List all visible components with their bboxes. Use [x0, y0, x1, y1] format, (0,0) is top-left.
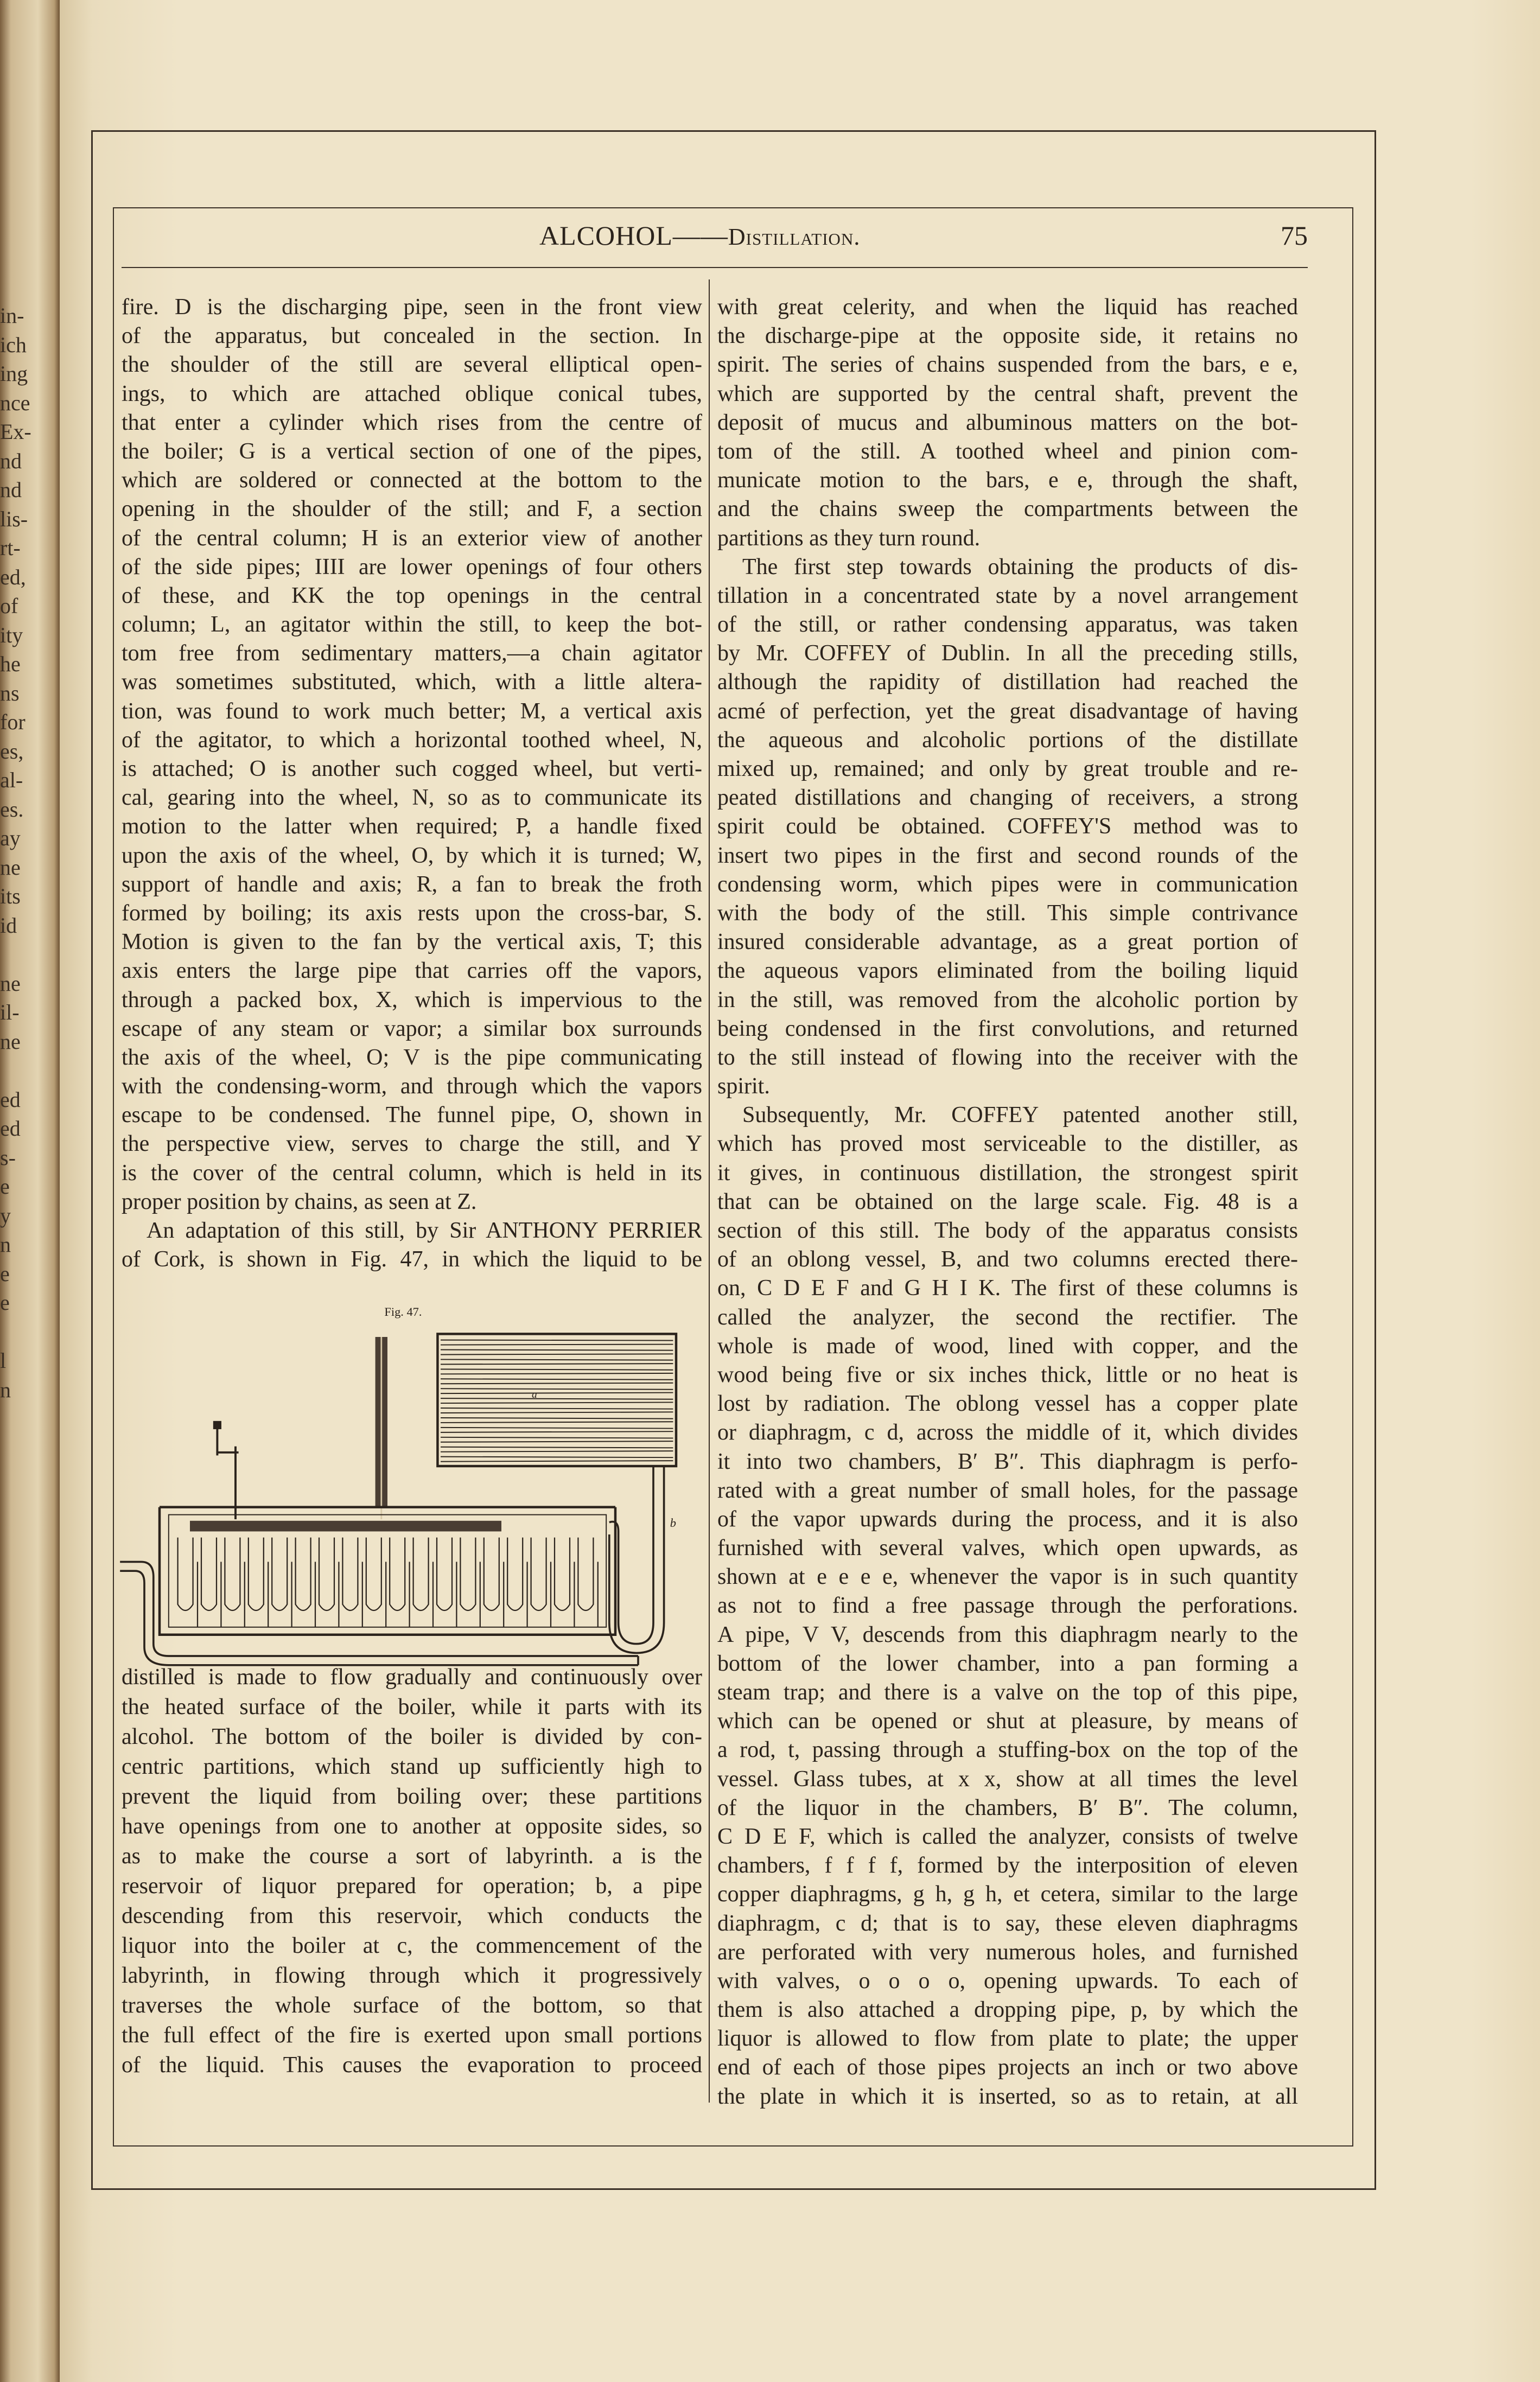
text-line: escape to be condensed. The funnel pipe, O, shown in [122, 1103, 702, 1128]
text-line: furnished with several valves, which open upwards, as [717, 1536, 1298, 1561]
previous-page-fragment: es. [0, 797, 24, 821]
previous-page-fragment: ed, [0, 564, 26, 589]
previous-page-fragment: ns [0, 680, 20, 705]
text-line: it gives, in continuous distillation, the strongest spirit [717, 1160, 1298, 1186]
paragraph [717, 553, 1298, 1101]
text-line: on, C D E F and G H I K. The first of these columns is [717, 1276, 1298, 1301]
page-number: 75 [1281, 220, 1308, 251]
text-line: rated with a great number of small holes, for the passage [717, 1477, 1298, 1503]
text-line: the perspective view, serves to charge the still, and Y [122, 1131, 702, 1157]
paragraph [717, 293, 1298, 553]
text-line: the heated surface of the boiler, while it parts with its [122, 1695, 702, 1719]
previous-page-fragment: ich [0, 332, 27, 357]
text-line: descending from this reservoir, which conducts the [122, 1903, 702, 1928]
text-line: of the still, or rather condensing apparatus, was taken [717, 612, 1298, 638]
text-line: motion to the latter when required; P, a handle fixed [122, 814, 702, 839]
text-line: a rod, t, passing through a stuffing-box on the top of the [717, 1737, 1298, 1763]
previous-page-fragment: for [0, 710, 26, 734]
previous-page-fragment: ed [0, 1087, 21, 1112]
text-line: the aqueous vapors eliminated from the boiling liquid [717, 958, 1298, 984]
text-line: which can be opened or shut at pleasure, by means of [717, 1709, 1298, 1734]
previous-page-fragment: of [0, 594, 18, 618]
header-separator: —— [672, 220, 728, 251]
text-line: acmé of perfection, yet the great disadvantage of having [717, 698, 1298, 724]
text-line: although the rapidity of distillation had reached the [717, 670, 1298, 695]
previous-page-fragment: l [0, 1348, 7, 1373]
text-line: shown at e e e e, whenever the vapor is in such quantity [717, 1564, 1298, 1590]
text-line: traverses the whole surface of the bottom, so that [122, 1993, 702, 2018]
text-line: them is also attached a dropping pipe, p, by which the [717, 1997, 1298, 2023]
text-line: proper position by chains, as seen at Z. [122, 1189, 477, 1214]
text-line: which has proved most serviceable to the distiller, as [717, 1131, 1298, 1157]
text-line: reservoir of liquor prepared for operation; b, a pipe [122, 1874, 702, 1899]
header-rule [122, 267, 1308, 268]
text-line: alcohol. The bottom of the boiler is divided by con- [122, 1724, 702, 1749]
running-header [122, 220, 1308, 258]
previous-page-fragment: nd [0, 448, 22, 473]
text-line: An adaptation of this still, by Sir ANTHONY PERRIER [147, 1218, 702, 1243]
text-line: peated distillations and changing of receivers, a strong [717, 785, 1298, 811]
text-line: the aqueous and alcoholic portions of the distillate [717, 727, 1298, 753]
text-line: escape of any steam or vapor; a similar box surrounds [122, 1016, 702, 1041]
previous-page-fragment: e [0, 1174, 10, 1199]
text-line: diaphragm, c d; that is to say, these eleven diaphragms [717, 1910, 1298, 1936]
text-line: and the chains sweep the compartments between the [717, 496, 1298, 522]
text-line: called the analyzer, the second the rectifier. The [717, 1304, 1298, 1330]
previous-page-fragment [0, 1317, 34, 1347]
label-b: b [670, 1516, 677, 1530]
previous-page-fragment: ing [0, 361, 28, 386]
previous-page-fragment: s- [0, 1145, 16, 1170]
text-line: Subsequently, Mr. COFFEY patented another still, [742, 1103, 1298, 1128]
previous-page-fragment: Ex- [0, 419, 31, 444]
previous-page-fragment: in- [0, 303, 24, 328]
text-line: with the body of the still. This simple contrivance [717, 900, 1298, 926]
text-line: mixed up, remained; and only by great trouble and re- [717, 756, 1298, 781]
text-line: of the central column; H is an exterior view of another [122, 525, 702, 551]
text-line: labyrinth, in flowing through which it progressively [122, 1963, 702, 1988]
text-line: which are soldered or connected at the bottom to the [122, 468, 702, 493]
right-column [717, 293, 1298, 2111]
paragraph [122, 293, 702, 1217]
text-line: chambers, f f f f, formed by the interposition of eleven [717, 1853, 1298, 1878]
text-line: wood being five or six inches thick, little or no heat is [717, 1362, 1298, 1387]
header-title-sub: Distillation. [728, 224, 861, 250]
text-line: the shoulder of the still are several elliptical open- [122, 352, 702, 378]
text-line: opening in the shoulder of the still; and F, a section [122, 496, 702, 522]
text-line: cal, gearing into the wheel, N, so as to communicate its [122, 785, 702, 811]
figure-caption: Fig. 47. [384, 1304, 422, 1319]
previous-page-fragment: lis- [0, 506, 28, 531]
previous-page-text [0, 301, 34, 1404]
text-line: fire. D is the discharging pipe, seen in the front view [122, 295, 702, 320]
handle [214, 1422, 239, 1519]
previous-page-fragment: rt- [0, 536, 21, 560]
label-a: a [532, 1389, 537, 1400]
text-line: tion, was found to work much better; M, a vertical axis [122, 698, 702, 724]
text-line: axis enters the large pipe that carries off the vapors, [122, 958, 702, 984]
text-line: prevent the liquid from boiling over; these partitions [122, 1784, 702, 1809]
text-line: have openings from one to another at opposite sides, so [122, 1814, 702, 1839]
previous-page-fragment: ne [0, 971, 21, 996]
text-line: municate motion to the bars, e e, through the shaft, [717, 468, 1298, 493]
text-line: through a packed box, X, which is impervious to the [122, 987, 702, 1012]
text-line: copper diaphragms, g h, g h, et cetera, similar to the large [717, 1882, 1298, 1907]
supply-pipe-b [609, 1466, 664, 1653]
text-line: vessel. Glass tubes, at x x, show at all times the level [717, 1766, 1298, 1792]
previous-page-fragment: al- [0, 768, 23, 792]
text-line: partitions as they turn round. [717, 525, 981, 551]
previous-page-fragment: n [0, 1377, 11, 1402]
text-line: with valves, o o o o, opening upwards. To each of [717, 1968, 1298, 1994]
header-title-main: ALCOHOL [539, 220, 673, 251]
previous-page-fragment: es, [0, 738, 24, 763]
previous-page-fragment: e [0, 1261, 10, 1286]
text-line: the discharge-pipe at the opposite side, it retains no [717, 323, 1298, 349]
text-line: the full effect of the fire is exerted upon small portions [122, 2023, 702, 2048]
text-line: tillation in a concentrated state by a novel arrangement [717, 583, 1298, 608]
text-line: C D E F, which is called the analyzer, consists of twelve [717, 1824, 1298, 1849]
text-line: of the agitator, to which a horizontal toothed wheel, N, [122, 727, 702, 753]
text-line: centric partitions, which stand up sufficiently high to [122, 1754, 702, 1779]
text-line: section of this still. The body of the apparatus consists [717, 1218, 1298, 1243]
text-line: or diaphragm, c d, across the middle of it, which divides [717, 1420, 1298, 1445]
previous-page-fragment: ed [0, 1116, 21, 1141]
text-line: support of handle and axis; R, a fan to break the froth [122, 871, 702, 897]
vertical-pipe [376, 1337, 387, 1519]
text-line: of an oblong vessel, B, and two columns erected there- [717, 1247, 1298, 1272]
paragraph [122, 1663, 702, 2080]
text-line: the plate in which it is inserted, so as to retain, at all [717, 2084, 1298, 2109]
text-line: of these, and KK the top openings in the central [122, 583, 702, 608]
previous-page-fragment: ity [0, 622, 23, 647]
left-column-bottom [122, 1663, 702, 2080]
text-line: Motion is given to the fan by the vertical axis, T; this [122, 929, 702, 955]
boiler [160, 1507, 615, 1635]
previous-page-fragment: he [0, 652, 21, 676]
previous-page-fragment [0, 940, 34, 969]
text-line: insert two pipes in the first and second rounds of the [717, 843, 1298, 868]
paragraph [717, 1101, 1298, 2111]
text-line: to the still instead of flowing into the receiver with the [717, 1044, 1298, 1070]
text-line: ings, to which are attached oblique conical tubes, [122, 381, 702, 406]
text-line: distilled is made to flow gradually and continuously over [122, 1665, 702, 1690]
previous-page-fragment: il- [0, 1000, 20, 1024]
previous-page-fragment: n [0, 1232, 11, 1257]
text-line: by Mr. COFFEY of Dublin. In all the preceding stills, [717, 641, 1298, 666]
previous-page-fragment: y [0, 1203, 11, 1228]
text-line: as to make the course a sort of labyrinth. a is the [122, 1844, 702, 1869]
text-line: of the liquor in the chambers, B′ B″. The column, [717, 1795, 1298, 1820]
text-line: in the still, was removed from the alcoholic portion by [717, 987, 1298, 1012]
text-line: that can be obtained on the large scale. Fig. 48 is a [717, 1189, 1298, 1214]
text-line: upon the axis of the wheel, O, by which it is turned; W, [122, 843, 702, 868]
text-line: it into two chambers, B′ B″. This diaphragm is perfo- [717, 1449, 1298, 1474]
text-line: of the apparatus, but concealed in the section. In [122, 323, 702, 349]
previous-page-fragment: its [0, 884, 21, 908]
reservoir [437, 1334, 676, 1466]
text-line: being condensed in the first convolutions, and returned [717, 1016, 1298, 1041]
text-line: as not to find a free passage through the perforations. [717, 1593, 1298, 1619]
text-line: column; L, an agitator within the still, to keep the bot- [122, 612, 702, 638]
text-line: is attached; O is another such cogged wheel, but verti- [122, 756, 702, 781]
text-line: lost by radiation. The oblong vessel has a copper plate [717, 1391, 1298, 1417]
text-line: is the cover of the central column, which is held in its [122, 1160, 702, 1186]
header-title [539, 220, 860, 251]
paragraph [122, 1217, 702, 1274]
text-line: with the condensing-worm, and through which the vapors [122, 1074, 702, 1099]
previous-page-fragment: nd [0, 477, 22, 502]
text-line: which are supported by the central shaft, prevent the [717, 381, 1298, 406]
text-line: with great celerity, and when the liquid has reached [717, 295, 1298, 320]
text-line: liquor into the boiler at c, the commencement of the [122, 1933, 702, 1958]
text-line: spirit. The series of chains suspended from the bars, e e, [717, 352, 1298, 378]
text-line: tom free from sedimentary matters,—a chain agitator [122, 641, 702, 666]
text-line: spirit. [717, 1074, 770, 1099]
left-column-top [122, 293, 702, 1274]
text-line: of Cork, is shown in Fig. 47, in which the liquid to be [122, 1247, 702, 1272]
text-line: the boiler; G is a vertical section of one of the pipes, [122, 438, 702, 464]
text-line: the axis of the wheel, O; V is the pipe communicating [122, 1044, 702, 1070]
text-line: A pipe, V V, descends from this diaphragm nearly to the [717, 1622, 1298, 1647]
text-line: formed by boiling; its axis rests upon the cross-bar, S. [122, 900, 702, 926]
text-line: steam trap; and there is a valve on the top of this pipe, [717, 1680, 1298, 1705]
text-line: end of each of those pipes projects an inch or two above [717, 2055, 1298, 2080]
previous-page-fragment: id [0, 913, 17, 938]
figure-47-still-diagram [114, 1291, 722, 1671]
text-line: deposit of mucus and albuminous matters on the bot- [717, 410, 1298, 435]
text-line: tom of the still. A toothed wheel and pinion com- [717, 438, 1298, 464]
column-divider [709, 279, 710, 2103]
previous-page-fragment: nce [0, 390, 30, 415]
text-line: that enter a cylinder which rises from the centre of [122, 410, 702, 435]
previous-page-fragment: ne [0, 855, 21, 880]
text-line: spirit could be obtained. COFFEY'S method was to [717, 814, 1298, 839]
text-line: bottom of the lower chamber, into a pan forming a [717, 1651, 1298, 1676]
text-line: of the liquid. This causes the evaporation to proceed [122, 2053, 702, 2078]
text-line: The first step towards obtaining the products of dis- [742, 554, 1298, 579]
text-line: condensing worm, which pipes were in communication [717, 871, 1298, 897]
previous-page-fragment [0, 1056, 34, 1085]
text-line: are perforated with very numerous holes, and furnished [717, 1939, 1298, 1965]
text-line: of the side pipes; IIII are lower openings of four others [122, 554, 702, 579]
previous-page-fragment: ne [0, 1029, 21, 1054]
text-line: liquor is allowed to flow from plate to plate; the upper [717, 2026, 1298, 2052]
previous-page-fragment: ay [0, 826, 21, 850]
text-line: of the vapor upwards during the process, and it is also [717, 1506, 1298, 1532]
text-line: insured considerable advantage, as a great portion of [717, 929, 1298, 955]
text-line: whole is made of wood, lined with copper, and the [717, 1333, 1298, 1359]
text-line: was sometimes substituted, which, with a little altera- [122, 670, 702, 695]
previous-page-fragment: e [0, 1290, 10, 1315]
